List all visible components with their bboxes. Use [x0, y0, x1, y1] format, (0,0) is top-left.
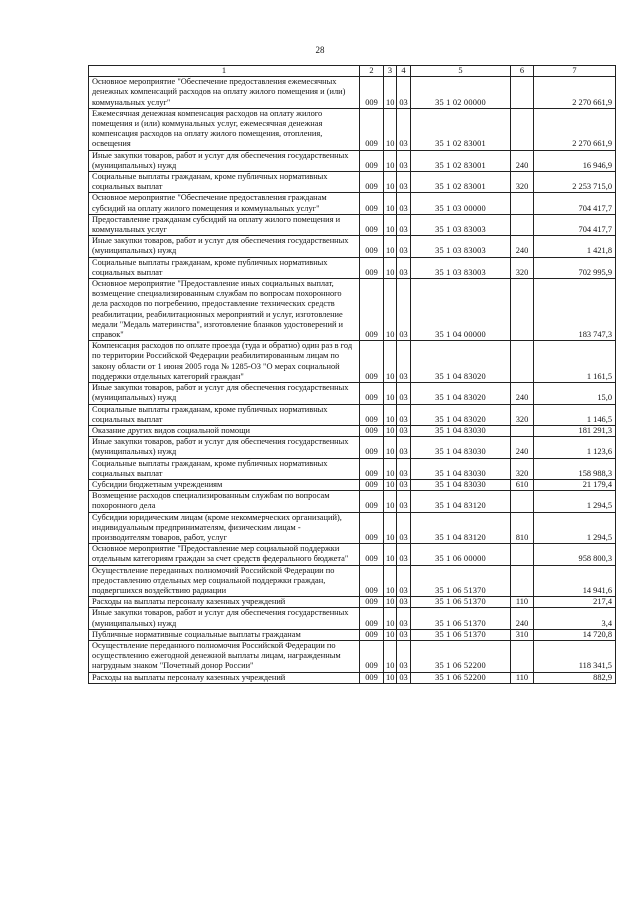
row-section: 10: [384, 437, 397, 458]
row-amount: 2 270 661,9: [534, 108, 616, 150]
row-expense-type: [511, 425, 534, 436]
row-description: Иные закупки товаров, работ и услуг для обеспечения государственных (муниципальных) нужд: [89, 236, 360, 257]
row-admin-code: 009: [360, 404, 384, 425]
row-description: Расходы на выплаты персоналу казенных учреждений: [89, 597, 360, 608]
row-subsection: 03: [397, 404, 411, 425]
row-section: 10: [384, 257, 397, 278]
row-expense-type: 240: [511, 437, 534, 458]
table-row: [89, 458, 616, 479]
table-row: [89, 544, 616, 565]
row-admin-code: 009: [360, 479, 384, 490]
table-row: [89, 172, 616, 193]
row-section: 10: [384, 479, 397, 490]
row-target-article: 35 1 04 83120: [411, 491, 511, 512]
row-description: Иные закупки товаров, работ и услуг для обеспечения государственных (муниципальных) нужд: [89, 150, 360, 171]
row-amount: 217,4: [534, 597, 616, 608]
row-subsection: 03: [397, 608, 411, 629]
row-description: Возмещение расходов специализированным службам по вопросам похоронного дела: [89, 491, 360, 512]
row-subsection: 03: [397, 491, 411, 512]
table-row: [89, 512, 616, 544]
row-expense-type: 240: [511, 383, 534, 404]
row-target-article: 35 1 04 83030: [411, 425, 511, 436]
row-subsection: 03: [397, 640, 411, 672]
row-section: 10: [384, 629, 397, 640]
row-target-article: 35 1 06 51370: [411, 629, 511, 640]
table-row: [89, 404, 616, 425]
row-target-article: 35 1 02 83001: [411, 108, 511, 150]
table-row: [89, 608, 616, 629]
row-amount: 704 417,7: [534, 214, 616, 235]
row-subsection: 03: [397, 108, 411, 150]
row-subsection: 03: [397, 672, 411, 683]
row-amount: 882,9: [534, 672, 616, 683]
row-expense-type: 240: [511, 608, 534, 629]
row-section: 10: [384, 608, 397, 629]
row-target-article: 35 1 06 51370: [411, 565, 511, 597]
table-row: [89, 341, 616, 383]
row-amount: 702 995,9: [534, 257, 616, 278]
row-description: Социальные выплаты гражданам, кроме публичных нормативных социальных выплат: [89, 458, 360, 479]
row-target-article: 35 1 04 83030: [411, 479, 511, 490]
row-amount: 158 988,3: [534, 458, 616, 479]
row-admin-code: 009: [360, 565, 384, 597]
row-subsection: 03: [397, 437, 411, 458]
row-description: Предоставление гражданам субсидий на оплату жилого помещения и коммунальных услуг: [89, 214, 360, 235]
row-amount: 1 421,8: [534, 236, 616, 257]
row-description: Основное мероприятие "Предоставление мер социальной поддержки отдельным категориям граждан за счет средств федерального бюджета": [89, 544, 360, 565]
row-section: 10: [384, 672, 397, 683]
row-subsection: 03: [397, 458, 411, 479]
table-row: [89, 279, 616, 341]
table-row: [89, 257, 616, 278]
row-subsection: 03: [397, 257, 411, 278]
row-target-article: 35 1 06 51370: [411, 608, 511, 629]
row-subsection: 03: [397, 77, 411, 109]
header-col-2: 2: [360, 66, 384, 77]
row-target-article: 35 1 04 83120: [411, 512, 511, 544]
table-row: [89, 597, 616, 608]
header-col-3: 3: [384, 66, 397, 77]
row-target-article: 35 1 06 52200: [411, 640, 511, 672]
row-section: 10: [384, 214, 397, 235]
row-section: 10: [384, 458, 397, 479]
table-row: [89, 77, 616, 109]
row-expense-type: 320: [511, 172, 534, 193]
row-description: Иные закупки товаров, работ и услуг для обеспечения государственных (муниципальных) нужд: [89, 608, 360, 629]
row-description: Основное мероприятие "Обеспечение предоставления гражданам субсидий на оплату жилого помещения и коммунальных услуг": [89, 193, 360, 214]
row-admin-code: 009: [360, 108, 384, 150]
table-header-row: [89, 66, 616, 77]
row-subsection: 03: [397, 341, 411, 383]
table-row: [89, 108, 616, 150]
table-row: [89, 479, 616, 490]
row-admin-code: 009: [360, 383, 384, 404]
table-row: [89, 672, 616, 683]
row-amount: 14 941,6: [534, 565, 616, 597]
row-target-article: 35 1 02 00000: [411, 77, 511, 109]
row-target-article: 35 1 02 83001: [411, 150, 511, 171]
row-description: Социальные выплаты гражданам, кроме публичных нормативных социальных выплат: [89, 404, 360, 425]
row-amount: 1 146,5: [534, 404, 616, 425]
row-subsection: 03: [397, 236, 411, 257]
header-col-7: 7: [534, 66, 616, 77]
row-section: 10: [384, 565, 397, 597]
row-description: Компенсация расходов по оплате проезда (туда и обратно) один раз в год по территории Российской Федерации реабилитированным лицам по закону области от 1 июня 2005 года № 1285-ОЗ "О мерах социальной поддержки отдельных категорий граждан": [89, 341, 360, 383]
header-col-6: 6: [511, 66, 534, 77]
row-target-article: 35 1 04 83020: [411, 383, 511, 404]
row-subsection: 03: [397, 193, 411, 214]
row-admin-code: 009: [360, 425, 384, 436]
row-section: 10: [384, 491, 397, 512]
row-target-article: 35 1 04 83030: [411, 437, 511, 458]
row-section: 10: [384, 193, 397, 214]
row-admin-code: 009: [360, 491, 384, 512]
row-admin-code: 009: [360, 437, 384, 458]
table-row: [89, 383, 616, 404]
row-target-article: 35 1 04 83020: [411, 404, 511, 425]
row-expense-type: [511, 341, 534, 383]
row-expense-type: 320: [511, 404, 534, 425]
row-admin-code: 009: [360, 77, 384, 109]
row-description: Основное мероприятие "Предоставление иных социальных выплат, возмещение специализированным службам по вопросам похоронного дела расходов по погребению, предоставление технических средств реабилитации, реабилитационных мероприятий и услуг, изготовление медали "Медаль материнства", изготовление бланков удостоверений и справок": [89, 279, 360, 341]
row-description: Ежемесячная денежная компенсация расходов на оплату жилого помещения и (или) коммунальных услуг, ежемесячная денежная компенсация расходов на оплату жилого помещения, отопления, освещения: [89, 108, 360, 150]
row-expense-type: [511, 108, 534, 150]
row-target-article: 35 1 06 00000: [411, 544, 511, 565]
table-row: [89, 425, 616, 436]
row-admin-code: 009: [360, 640, 384, 672]
row-description: Социальные выплаты гражданам, кроме публичных нормативных социальных выплат: [89, 172, 360, 193]
table-row: [89, 150, 616, 171]
row-expense-type: 610: [511, 479, 534, 490]
row-expense-type: [511, 491, 534, 512]
row-description: Субсидии юридическим лицам (кроме некоммерческих организаций), индивидуальным предпринимателям, физическим лицам - производителям товаров, работ, услуг: [89, 512, 360, 544]
row-description: Осуществление переданных полномочий Российской Федерации по предоставлению отдельных мер социальной поддержки граждан, подвергшихся воздействию радиации: [89, 565, 360, 597]
row-expense-type: [511, 193, 534, 214]
row-subsection: 03: [397, 150, 411, 171]
row-target-article: 35 1 06 51370: [411, 597, 511, 608]
row-section: 10: [384, 150, 397, 171]
row-admin-code: 009: [360, 257, 384, 278]
header-col-5: 5: [411, 66, 511, 77]
row-amount: 3,4: [534, 608, 616, 629]
row-section: 10: [384, 77, 397, 109]
row-amount: 958 800,3: [534, 544, 616, 565]
budget-table: [88, 65, 616, 684]
row-description: Субсидии бюджетным учреждениям: [89, 479, 360, 490]
row-admin-code: 009: [360, 150, 384, 171]
row-expense-type: [511, 565, 534, 597]
row-admin-code: 009: [360, 608, 384, 629]
row-amount: 1 123,6: [534, 437, 616, 458]
row-subsection: 03: [397, 544, 411, 565]
row-admin-code: 009: [360, 672, 384, 683]
row-amount: 1 294,5: [534, 512, 616, 544]
row-amount: 1 294,5: [534, 491, 616, 512]
row-expense-type: 320: [511, 257, 534, 278]
row-admin-code: 009: [360, 214, 384, 235]
row-expense-type: 240: [511, 150, 534, 171]
row-amount: 2 253 715,0: [534, 172, 616, 193]
row-subsection: 03: [397, 279, 411, 341]
row-description: Публичные нормативные социальные выплаты гражданам: [89, 629, 360, 640]
table-row: [89, 629, 616, 640]
header-col-4: 4: [397, 66, 411, 77]
row-expense-type: [511, 77, 534, 109]
row-subsection: 03: [397, 172, 411, 193]
row-amount: 21 179,4: [534, 479, 616, 490]
row-section: 10: [384, 236, 397, 257]
row-subsection: 03: [397, 383, 411, 404]
row-admin-code: 009: [360, 512, 384, 544]
row-description: Оказание других видов социальной помощи: [89, 425, 360, 436]
row-description: Социальные выплаты гражданам, кроме публичных нормативных социальных выплат: [89, 257, 360, 278]
row-section: 10: [384, 640, 397, 672]
row-admin-code: 009: [360, 629, 384, 640]
table-row: [89, 640, 616, 672]
row-target-article: 35 1 03 83003: [411, 214, 511, 235]
row-target-article: 35 1 03 00000: [411, 193, 511, 214]
row-amount: 16 946,9: [534, 150, 616, 171]
row-section: 10: [384, 544, 397, 565]
row-admin-code: 009: [360, 458, 384, 479]
row-description: Расходы на выплаты персоналу казенных учреждений: [89, 672, 360, 683]
row-expense-type: 310: [511, 629, 534, 640]
row-section: 10: [384, 597, 397, 608]
row-admin-code: 009: [360, 341, 384, 383]
row-subsection: 03: [397, 214, 411, 235]
row-expense-type: [511, 214, 534, 235]
table-row: [89, 236, 616, 257]
row-expense-type: [511, 544, 534, 565]
row-section: 10: [384, 108, 397, 150]
table-row: [89, 193, 616, 214]
row-subsection: 03: [397, 565, 411, 597]
row-admin-code: 009: [360, 236, 384, 257]
row-target-article: 35 1 03 83003: [411, 236, 511, 257]
row-admin-code: 009: [360, 193, 384, 214]
row-amount: 2 270 661,9: [534, 77, 616, 109]
row-section: 10: [384, 512, 397, 544]
row-target-article: 35 1 02 83001: [411, 172, 511, 193]
row-target-article: 35 1 04 83020: [411, 341, 511, 383]
table-row: [89, 565, 616, 597]
row-admin-code: 009: [360, 597, 384, 608]
row-target-article: 35 1 06 52200: [411, 672, 511, 683]
table-body: [89, 77, 616, 684]
row-expense-type: [511, 640, 534, 672]
row-expense-type: [511, 279, 534, 341]
row-section: 10: [384, 404, 397, 425]
row-subsection: 03: [397, 629, 411, 640]
row-admin-code: 009: [360, 172, 384, 193]
row-target-article: 35 1 04 00000: [411, 279, 511, 341]
table-row: [89, 437, 616, 458]
row-section: 10: [384, 279, 397, 341]
header-col-1: 1: [89, 66, 360, 77]
row-expense-type: 110: [511, 672, 534, 683]
row-section: 10: [384, 383, 397, 404]
row-section: 10: [384, 341, 397, 383]
row-amount: 14 720,8: [534, 629, 616, 640]
row-amount: 704 417,7: [534, 193, 616, 214]
row-subsection: 03: [397, 512, 411, 544]
row-target-article: 35 1 04 83030: [411, 458, 511, 479]
page-number: 28: [315, 45, 325, 55]
row-amount: 15,0: [534, 383, 616, 404]
row-amount: 1 161,5: [534, 341, 616, 383]
row-expense-type: 320: [511, 458, 534, 479]
row-description: Иные закупки товаров, работ и услуг для обеспечения государственных (муниципальных) нужд: [89, 437, 360, 458]
row-section: 10: [384, 425, 397, 436]
row-amount: 118 341,5: [534, 640, 616, 672]
row-expense-type: 110: [511, 597, 534, 608]
row-description: Основное мероприятие "Обеспечение предоставления ежемесячных денежных компенсаций расходов на оплату жилого помещения и (или) коммунальных услуг": [89, 77, 360, 109]
row-admin-code: 009: [360, 544, 384, 565]
table-row: [89, 214, 616, 235]
row-admin-code: 009: [360, 279, 384, 341]
row-subsection: 03: [397, 425, 411, 436]
row-amount: 183 747,3: [534, 279, 616, 341]
table-row: [89, 491, 616, 512]
row-target-article: 35 1 03 83003: [411, 257, 511, 278]
row-section: 10: [384, 172, 397, 193]
row-subsection: 03: [397, 479, 411, 490]
row-subsection: 03: [397, 597, 411, 608]
row-description: Иные закупки товаров, работ и услуг для обеспечения государственных (муниципальных) нужд: [89, 383, 360, 404]
row-description: Осуществление переданного полномочия Российской Федерации по осуществлению ежегодной денежной выплаты лицам, награжденным нагрудным знаком "Почетный донор России": [89, 640, 360, 672]
row-expense-type: 810: [511, 512, 534, 544]
row-expense-type: 240: [511, 236, 534, 257]
row-amount: 181 291,3: [534, 425, 616, 436]
